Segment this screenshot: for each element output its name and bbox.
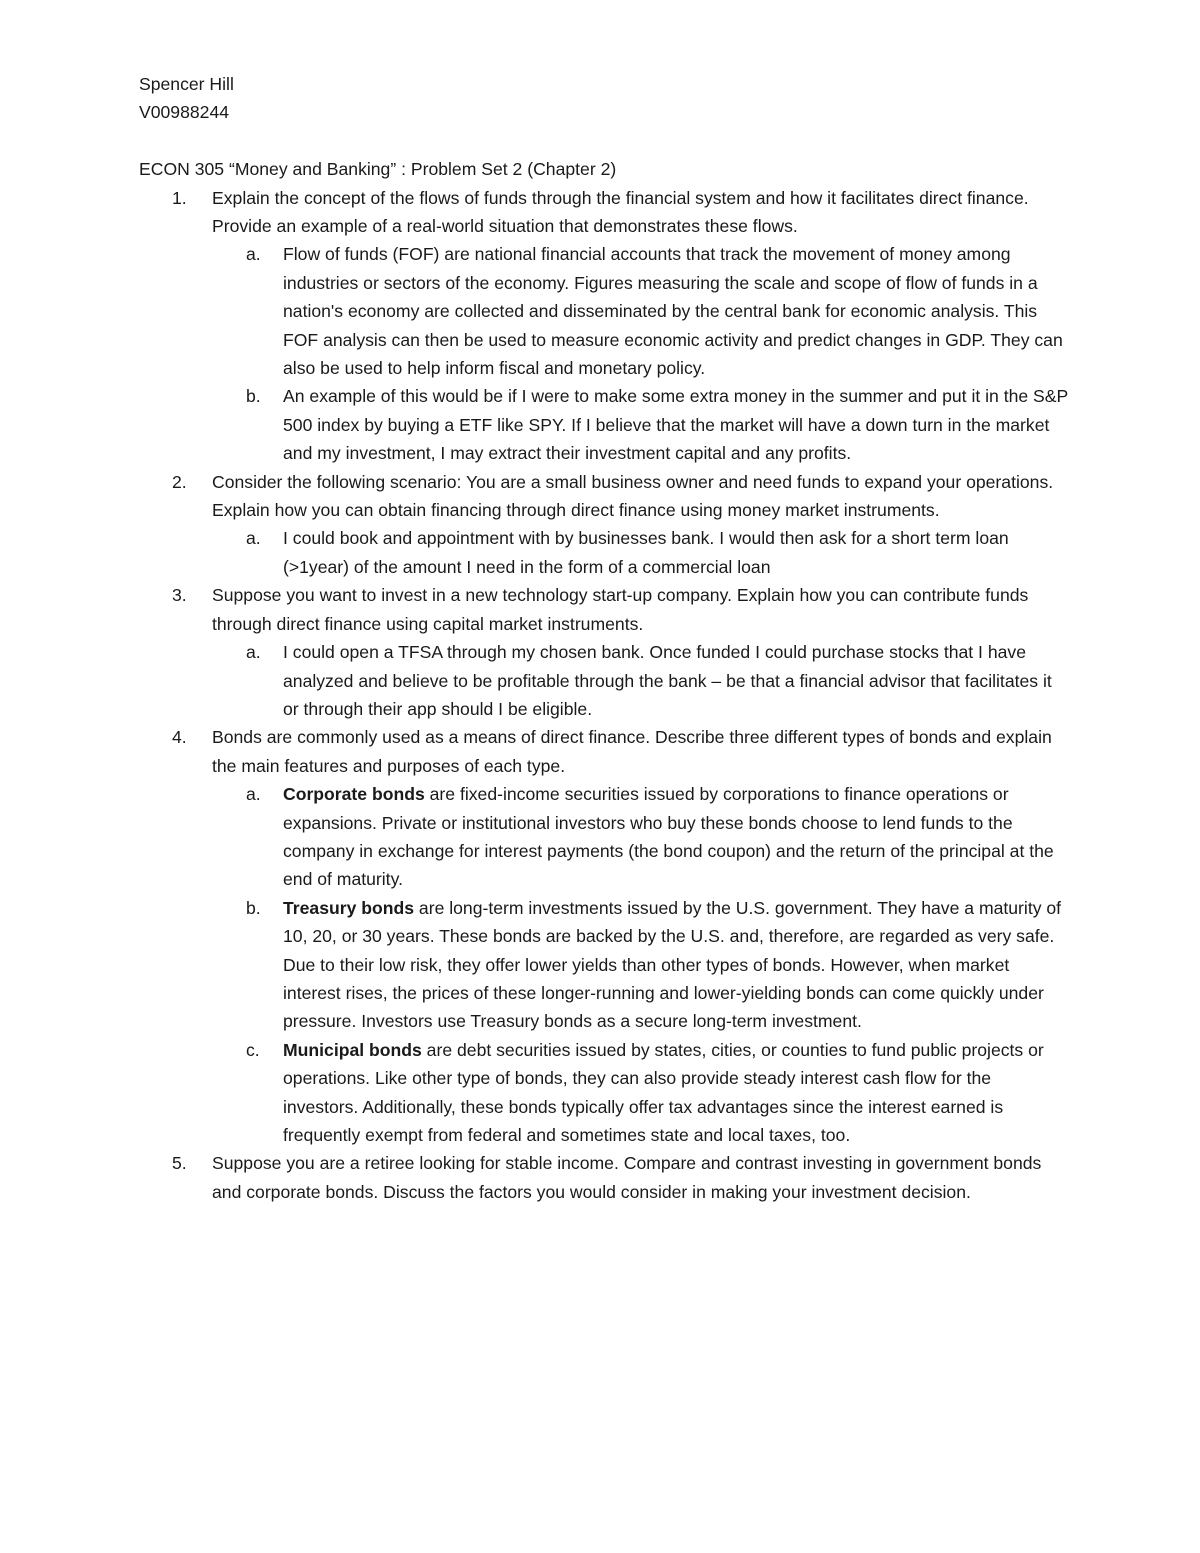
document-body	[139, 70, 1069, 1206]
question-text	[139, 723, 1069, 780]
answer-body: Flow of funds (FOF) are national financial accounts that track the movement of money among industries or sectors of the economy. Figures measuring the scale and scope of flow of funds in a nation's economy are collected and disseminated by the central bank for economic analysis. This FOF analysis can then be used to measure economic activity and predict changes in GDP. They can also be used to help inform fiscal and monetary policy.	[283, 244, 1063, 379]
question-number: 3.	[172, 585, 187, 606]
answer-letter: c.	[246, 1039, 260, 1060]
answer-letter: b.	[246, 897, 261, 918]
question-2	[139, 468, 1069, 582]
answer-body: are fixed-income securities issued by corporations to finance operations or expansions. Private or institutional investors who buy these bonds choose to lend funds to the company in exchange for interest payments (the bond coupon) and the return of the principal at the end of maturity.	[283, 784, 1054, 890]
bond-type-term: Municipal bonds	[283, 1039, 422, 1060]
bond-type-term: Corporate bonds	[283, 784, 425, 805]
question-body: Bonds are commonly used as a means of direct finance. Describe three different types of bonds and explain the main features and purposes of each type.	[212, 727, 1052, 776]
answer-letter: a.	[246, 528, 261, 549]
answer-letter: a.	[246, 784, 261, 805]
question-body: Suppose you are a retiree looking for stable income. Compare and contrast investing in government bonds and corporate bonds. Discuss the factors you would consider in making your investment decision.	[212, 1153, 1042, 1202]
assignment-title: ECON 305 “Money and Banking” : Problem Set 2 (Chapter 2)	[139, 159, 617, 180]
bond-type-term: Treasury bonds	[283, 897, 415, 918]
question-3	[139, 581, 1069, 723]
answer-2a	[139, 524, 1069, 581]
question-text	[139, 468, 1069, 525]
question-body: Suppose you want to invest in a new technology start-up company. Explain how you can contribute funds through direct finance using capital market instruments.	[212, 585, 1029, 634]
answer-body: I could open a TFSA through my chosen bank. Once funded I could purchase stocks that I have analyzed and believe to be profitable through the bank – be that a financial advisor that facilitates it or through their app should I be eligible.	[283, 642, 1052, 719]
answer-1b	[139, 382, 1069, 467]
answer-body: I could book and appointment with by businesses bank. I would then ask for a short term loan (>1year) of the amount I need in the form of a commercial loan	[283, 528, 1009, 577]
question-4	[139, 723, 1069, 1149]
question-number: 4.	[172, 727, 187, 748]
answer-body: are debt securities issued by states, cities, or counties to fund public projects or operations. Like other type of bonds, they can also provide steady interest cash flow for the investors. Additionally, these bonds typically offer tax advantages since the interest earned is frequently exempt from federal and sometimes state and local taxes, too.	[283, 1039, 1044, 1146]
question-body: Explain the concept of the flows of funds through the financial system and how it facilitates direct finance. Provide an example of a real-world situation that demonstrates these flows.	[212, 187, 1029, 237]
question-text	[139, 581, 1069, 638]
question-number: 5.	[172, 1153, 187, 1174]
question-number: 1.	[172, 187, 187, 208]
question-text	[139, 184, 1069, 241]
answer-4b	[139, 894, 1069, 1036]
answer-4c	[139, 1036, 1069, 1150]
question-text	[139, 1149, 1069, 1206]
answer-body: An example of this would be if I were to make some extra money in the summer and put it in the S&P 500 index by buying a ETF like SPY. If I believe that the market will have a down turn in the market and my investment, I may extract their investment capital and any profits.	[283, 386, 1068, 464]
answer-3a	[139, 638, 1069, 723]
author-name: Spencer Hill	[139, 74, 234, 94]
answer-body: are long-term investments issued by the U.S. government. They have a maturity of 10, 20, or 30 years. These bonds are backed by the U.S. and, therefore, are regarded as very safe. Due to their low risk, they offer lower yields than other types of bonds. However, when market interest rises, the prices of these longer-running and lower-yielding bonds can come quickly under pressure. Investors use Treasury bonds as a secure long-term investment.	[283, 897, 1062, 1032]
answer-letter: a.	[246, 642, 261, 663]
question-body: Consider the following scenario: You are a small business owner and need funds to expand your operations. Explain how you can obtain financing through direct finance using money market instruments.	[212, 471, 1054, 521]
answer-letter: a.	[246, 244, 261, 265]
answer-1a	[139, 240, 1069, 382]
answer-letter: b.	[246, 386, 261, 407]
question-1	[139, 184, 1069, 468]
question-number: 2.	[172, 471, 187, 492]
answer-4a	[139, 780, 1069, 894]
question-5	[139, 1149, 1069, 1206]
spacer	[139, 127, 1069, 155]
student-id: V00988244	[139, 102, 230, 123]
